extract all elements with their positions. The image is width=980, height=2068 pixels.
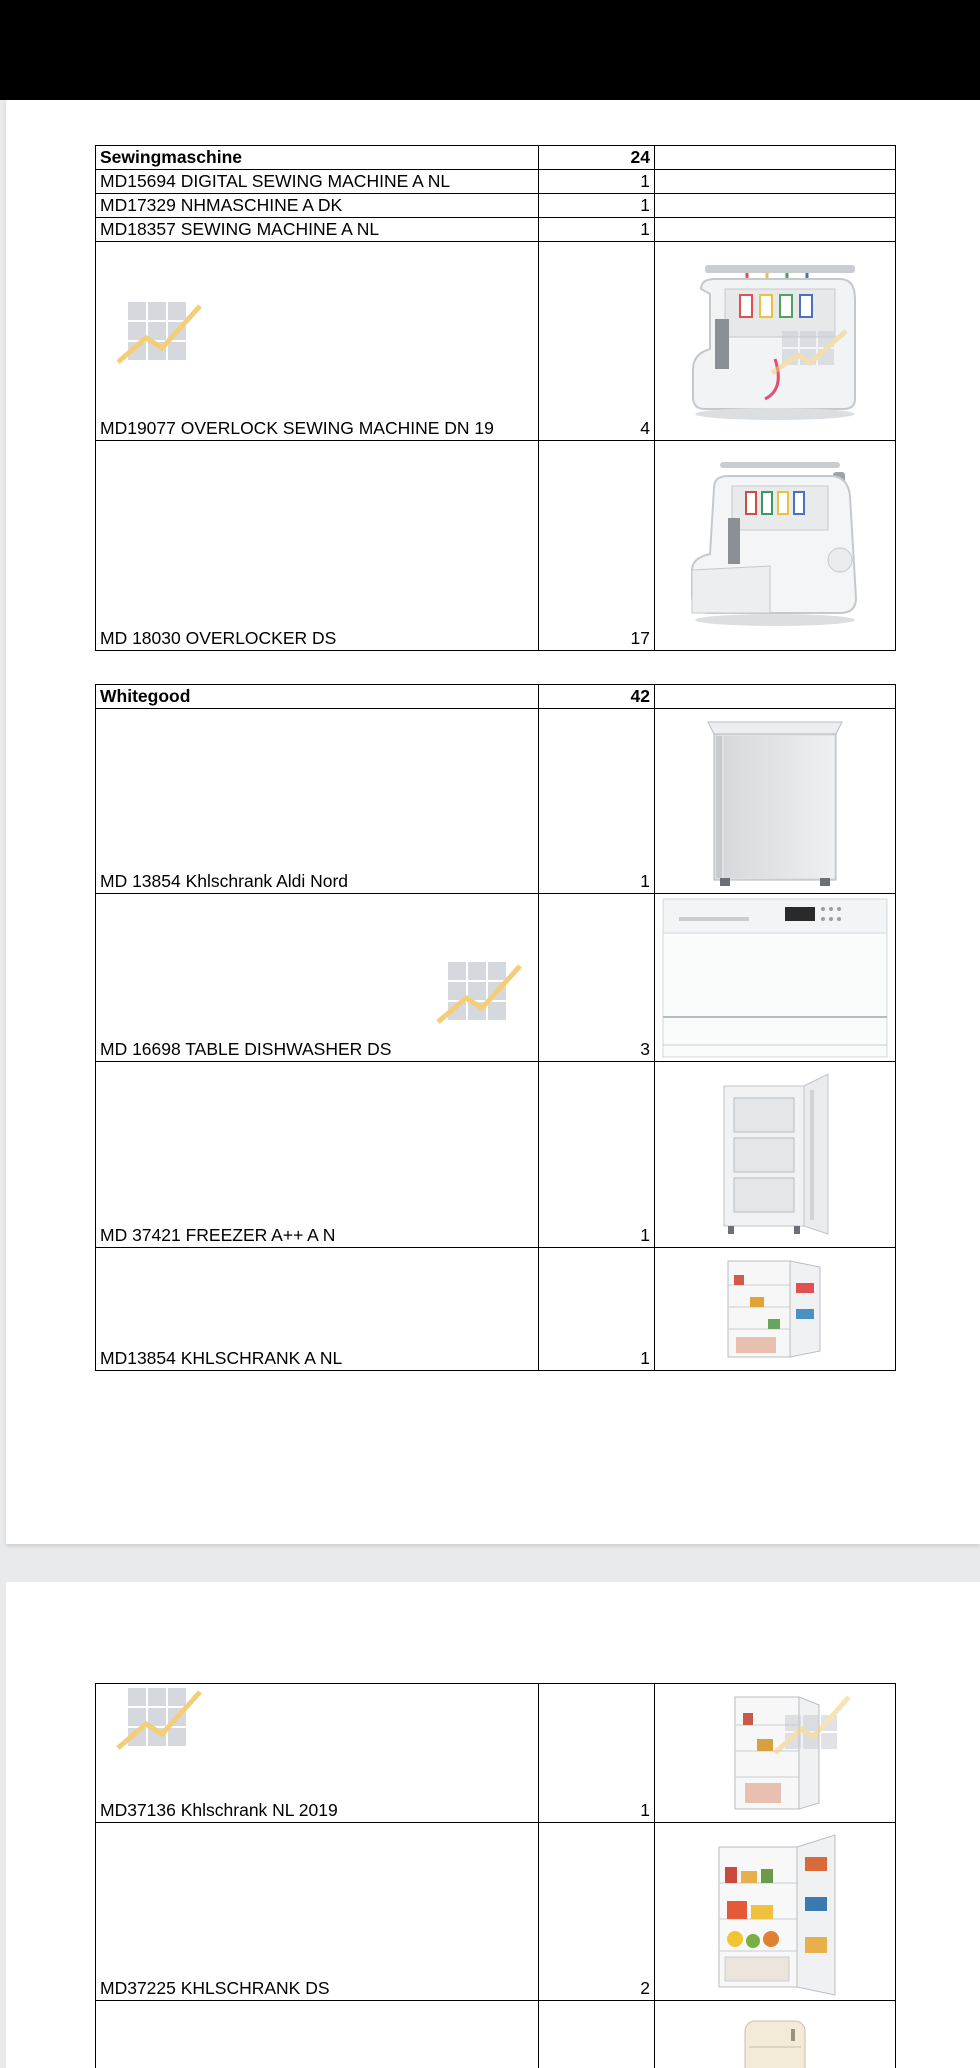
table-row: [96, 242, 896, 441]
section-total: 42: [539, 685, 655, 709]
overlock-sewing-machine-image: [665, 249, 885, 434]
product-qty: 1: [539, 1062, 655, 1248]
section-title: Sewingmaschine: [96, 146, 539, 170]
product-name-text: MD37136 Khlschrank NL 2019: [100, 1800, 338, 1820]
product-image-cell: [655, 1248, 896, 1371]
product-name: [96, 2001, 539, 2068]
freezer-image: [710, 1066, 840, 1244]
table-row: [96, 894, 896, 1062]
product-qty: 17: [539, 441, 655, 651]
section-header-row: [96, 146, 896, 170]
whitegood-table-continued: [95, 1683, 896, 2068]
product-name: MD13854 KHLSCHRANK A NL: [96, 1248, 539, 1371]
sewing-machine-table: [95, 145, 896, 651]
product-qty: 1: [539, 1684, 655, 1823]
product-image-cell: [655, 2001, 896, 2068]
product-name: [96, 894, 539, 1062]
product-qty: 1: [539, 218, 655, 242]
product-name-text: MD19077 OVERLOCK SEWING MACHINE DN 19: [100, 418, 494, 438]
product-qty: 4: [539, 242, 655, 441]
product-qty: 2: [539, 1823, 655, 2001]
table-row: [96, 441, 896, 651]
table-row: [96, 1062, 896, 1248]
table-row: [96, 194, 896, 218]
table-row: [96, 1823, 896, 2001]
open-fridge-image: [695, 1689, 855, 1817]
table-row: [96, 218, 896, 242]
product-name: MD 18030 OVERLOCKER DS: [96, 441, 539, 651]
product-name-text: MD 16698 TABLE DISHWASHER DS: [100, 1039, 392, 1059]
product-name: MD15694 DIGITAL SEWING MACHINE A NL: [96, 170, 539, 194]
open-fridge-filled-image: [695, 1827, 855, 1997]
empty-cell: [655, 218, 896, 242]
product-qty: [539, 2001, 655, 2068]
product-image-cell: [655, 1684, 896, 1823]
retro-fridge-image: [715, 2017, 835, 2068]
overlocker-image: [670, 448, 880, 643]
table-row: [96, 1248, 896, 1371]
product-name: [96, 1684, 539, 1823]
section-header-row: [96, 685, 896, 709]
product-name: MD18357 SEWING MACHINE A NL: [96, 218, 539, 242]
watermark-chart-icon: [116, 1686, 212, 1762]
document-page-2[interactable]: [6, 1582, 980, 2068]
product-image-cell: [655, 894, 896, 1062]
watermark-chart-icon: [116, 300, 212, 376]
product-name: MD37225 KHLSCHRANK DS: [96, 1823, 539, 2001]
section-title: Whitegood: [96, 685, 539, 709]
product-qty: 3: [539, 894, 655, 1062]
product-image-cell: [655, 1062, 896, 1248]
product-image-cell: [655, 1823, 896, 2001]
product-qty: 1: [539, 194, 655, 218]
table-row: [96, 709, 896, 894]
section-total: 24: [539, 146, 655, 170]
product-qty: 1: [539, 709, 655, 894]
empty-cell: [655, 685, 896, 709]
empty-cell: [655, 170, 896, 194]
product-image-cell: [655, 242, 896, 441]
empty-cell: [655, 194, 896, 218]
empty-cell: [655, 146, 896, 170]
table-row: [96, 2001, 896, 2068]
product-name: MD17329 NHMASCHINE A DK: [96, 194, 539, 218]
fridge-image: [700, 712, 850, 890]
product-name: MD 37421 FREEZER A++ A N: [96, 1062, 539, 1248]
product-name: [96, 242, 539, 441]
document-page-1[interactable]: [6, 100, 980, 1544]
table-row: [96, 170, 896, 194]
product-image-cell: [655, 709, 896, 894]
product-qty: 1: [539, 1248, 655, 1371]
product-name: MD 13854 Khlschrank Aldi Nord: [96, 709, 539, 894]
table-row: [96, 1684, 896, 1823]
open-fridge-image: [720, 1253, 830, 1365]
product-image-cell: [655, 441, 896, 651]
watermark-chart-icon: [436, 960, 532, 1036]
product-qty: 1: [539, 170, 655, 194]
table-dishwasher-image: [659, 895, 891, 1061]
top-bar: [0, 0, 980, 100]
whitegood-table: [95, 684, 896, 1371]
